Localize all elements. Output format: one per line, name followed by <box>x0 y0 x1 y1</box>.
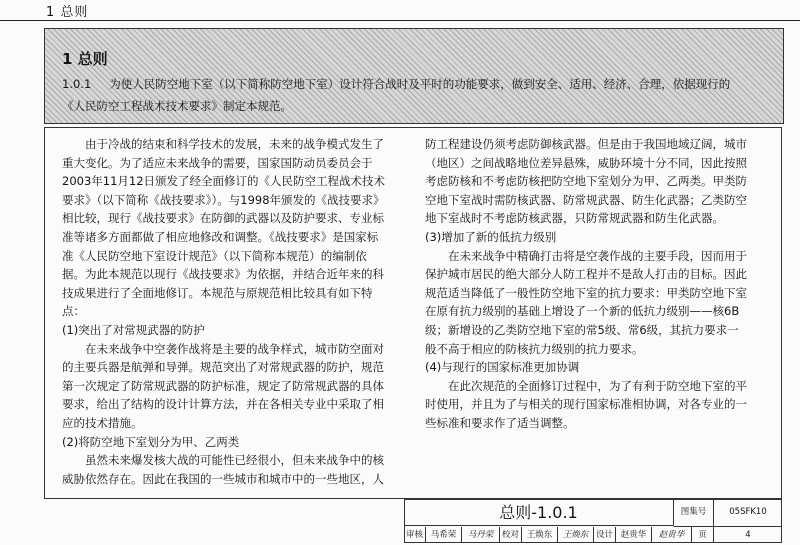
paragraph: 在此次规范的全面修订过程中，为了有利于防空地下室的平时使用，并且为了与相关的现行国家标准相协调，对各专业的一些标准和要求作了适当调整。 <box>425 378 747 430</box>
designer-signature: 赵贵华 <box>652 527 692 543</box>
designer-name: 赵贵华 <box>616 527 652 543</box>
clause-number: 1.0.1 <box>62 77 92 91</box>
paragraph: 防工程建设仍须考虑防御核武器。但是由于我国地域辽阔，城市（地区）之间战略地位差异悬殊，威胁环境十分不同，因此按照考虑防核和不考虑防核把防空地下室划分为甲、乙两类。甲类防空地下室战时需防核武器、防常规武器、防生化武器；乙类防空地下室战时不考虑防核武器，只防常规武器和防生化武器。 <box>425 137 747 226</box>
label-check: 校对 <box>500 527 522 543</box>
clause-text: 为使人民防空地下室（以下简称防空地下室）设计符合战时及平时的功能要求，做到安全、适用、经济、合理，依据现行的《人民防空工程战术技术要求》制定本规范。 <box>62 77 731 113</box>
subheading: (1)突出了对常规武器的防护 <box>62 322 205 337</box>
header-text: 1 总则 <box>46 5 89 20</box>
title-block-title: 总则-1.0.1 <box>404 499 674 526</box>
subheading: (4)与现行的国家标准更加协调 <box>425 360 580 375</box>
checker-signature: 王焕东 <box>558 527 594 543</box>
label-page: 页 <box>692 527 714 543</box>
subheading: (3)增加了新的低抗力级别 <box>425 229 557 244</box>
reviewer-name: 马希荣 <box>426 527 462 543</box>
atlas-label: 图集号 <box>674 499 714 526</box>
subheading: (2)将防空地下室划分为甲、乙两类 <box>62 434 240 449</box>
section-title: 1 总则 <box>62 50 108 68</box>
paragraph: 在未来战争中空袭作战将是主要的战争样式，城市防空面对的主要兵器是航弹和导弹。规范突出了对常规武器的防护，规范第一次规定了防常规武器的防护标准，规定了防常规武器的具体要求，给出了结构的设计计算方法，并在各相关专业中采取了相应的技术措施。 <box>62 341 384 430</box>
commentary-left-column <box>62 135 387 488</box>
reviewer-signature: 马丹荣 <box>462 527 500 543</box>
commentary-right-column <box>425 135 750 433</box>
label-design: 设计 <box>594 527 616 543</box>
paragraph: 由于冷战的结束和科学技术的发展，未来的战争模式发生了重大变化。为了适应未来战争的需要，国家国防动员委员会于2003年11月12日颁发了经全面修订的《人民防空工程战术技术要求》（以下简称《战技要求》）。与1998年颁发的《战技要求》相比较，现行《战技要求》在防御的武器以及防护要求、专业标准等诸多方面都做了相应地修改和调整。《战技要求》是国家标准《人民防空地下室设计规范》（以下简称本规范）的编制依据。为此本规范以现行《战技要求》为依据，并结合近年来的科技成果进行了全面地修订。本规范与原规范相比较具有如下特点： <box>62 137 386 319</box>
paragraph: 在未来战争中精确打击将是空袭作战的主要手段，因而用于保护城市居民的绝大部分人防工程并不是敌人打击的目标。因此规范适当降低了一般性防空地下室的抗力要求：甲类防空地下室在原有抗力级别的基础上增设了一个新的低抗力级别——核6B级；新增设的乙类防空地下室的常5级、常6级，其抗力要求一般不高于相应的防核抗力级别的抗力要求。 <box>425 248 747 356</box>
atlas-number: 05SFK10 <box>729 507 767 517</box>
paragraph: 虽然未来爆发核大战的可能性已经很小，但未来战争中的核威胁依然存在。因此在我国的一些城市和城市中的一些地区，人 <box>62 453 384 486</box>
page-header <box>0 0 800 21</box>
checker-name: 王焕东 <box>522 527 558 543</box>
label-review: 审核 <box>404 527 426 543</box>
page-number: 4 <box>745 530 751 540</box>
clause-paragraph <box>62 73 752 117</box>
